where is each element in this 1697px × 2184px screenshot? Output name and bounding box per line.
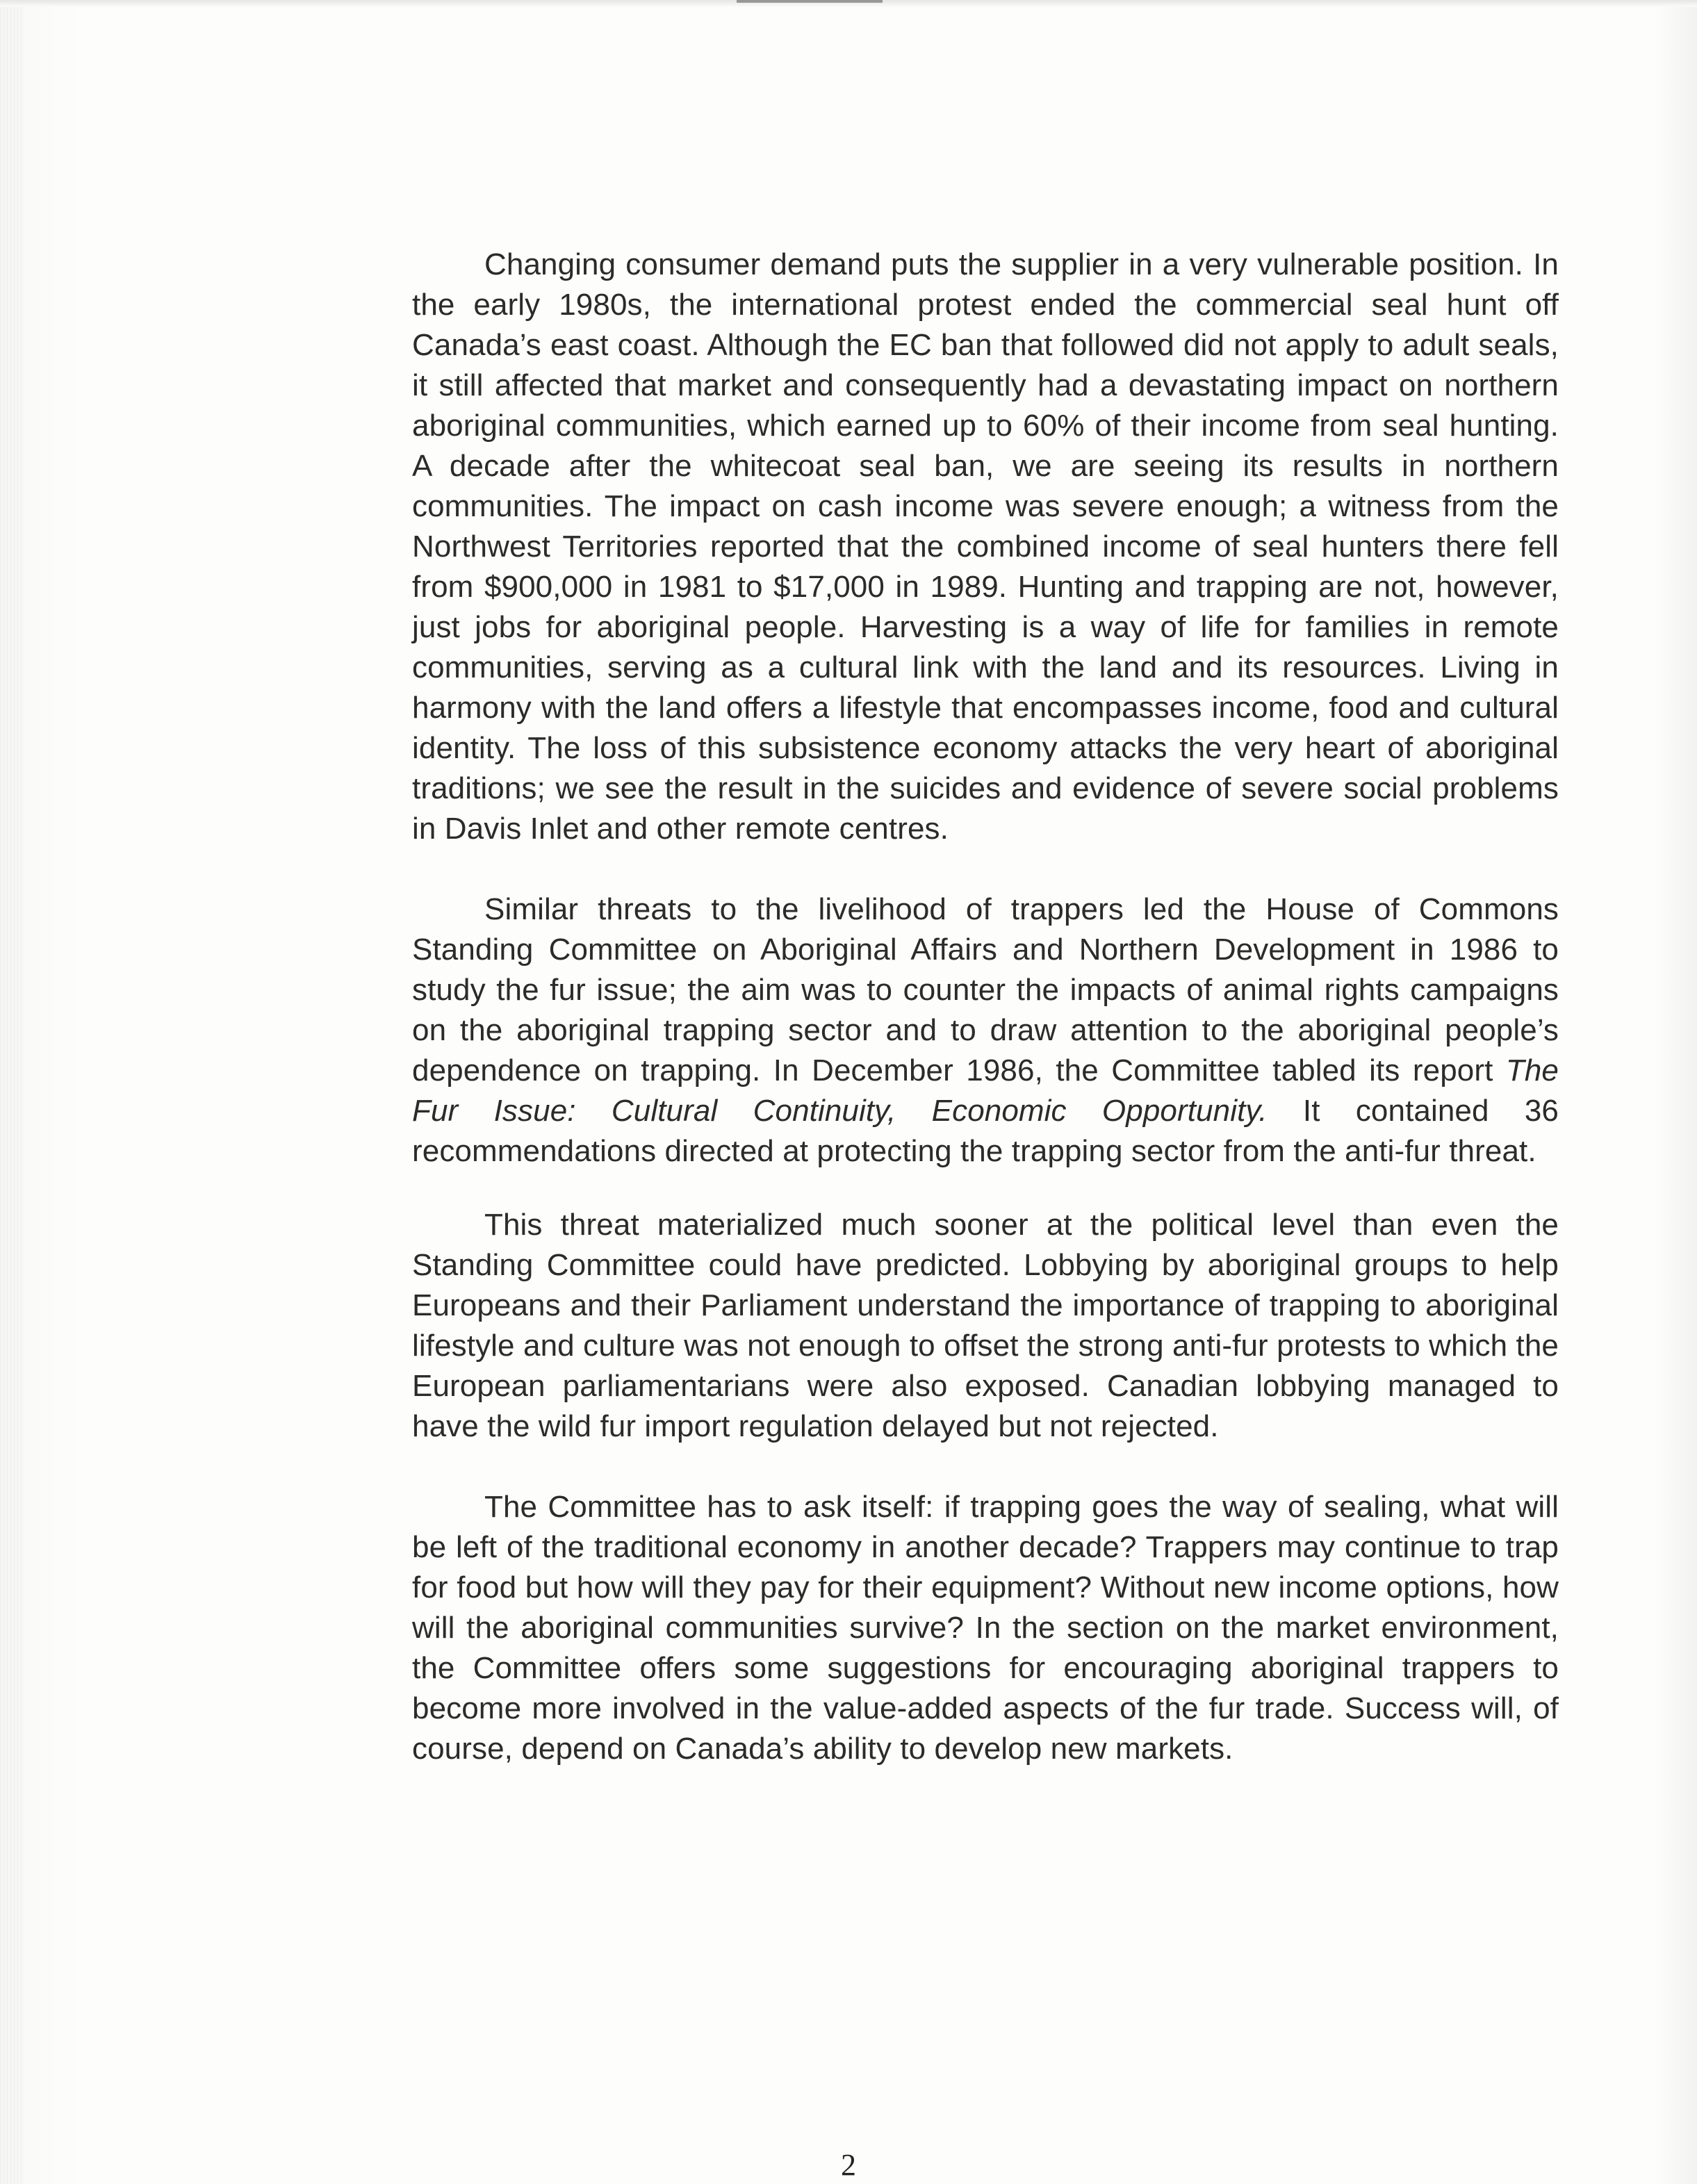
page-edge-stack (0, 0, 22, 2184)
paragraph-standing-committee-before: Similar threats to the livelihood of trappers led the House of Commons Standing Committee on Aboriginal Affairs and Northern Development in 1986 to study the fur issue; the aim was to counter the impacts of animal rights campaigns on the aboriginal trapping sector and to draw attention to the aboriginal people’s dependence on trapping. In December 1986, the Committee tabled its report (412, 892, 1559, 1087)
paragraph-political-threat: This threat materialized much sooner at the political level than even the Standing Committee could have predicted. Lobbying by aboriginal groups to help Europeans and their Parliament understand the importance of trapping to aboriginal lifestyle and culture was not enough to offset the strong anti-fur protests to which the European parliamentarians were also exposed. Canadian lobbying managed to have the wild fur import regulation delayed but not rejected. (412, 1208, 1559, 1443)
paragraph-standing-committee-after: It contained 36 recommendations directed at protecting the trapping sector from the anti-fur threat. (412, 1094, 1559, 1168)
paragraph-committee-question: The Committee has to ask itself: if trapping goes the way of sealing, what will be left of the traditional economy in another decade? Trappers may continue to trap for food but how will they pay for their equipment? Without new income options, how will the aboriginal communities survive? In the section on the market environment, the Committee offers some suggestions for encouraging aboriginal trappers to become more involved in the value-added aspects of the fur trade. Success will, of course, depend on Canada’s ability to develop new markets. (412, 1490, 1559, 1766)
page-number: 2 (841, 2148, 856, 2182)
paragraph-seal-hunt: Changing consumer demand puts the supplier in a very vulnerable position. In the early 1980s, the international protest ended the commercial seal hunt off Canada’s east coast. Although the EC ban that followed did not apply to adult seals, it still affected that market and consequently had a devastating impact on northern aboriginal communities, which earned up to 60% of their income from seal hunting. A decade after the whitecoat seal ban, we are seeing its results in northern communities. The impact on cash income was severe enough; a witness from the Northwest Territories reported that the combined income of seal hunters there fell from $900,000 in 1981 to $17,000 in 1989. Hunting and trapping are not, however, just jobs for aboriginal people. Harvesting is a way of life for families in remote communities, serving as a cultural link with the land and its resources. Living in harmony with the land offers a lifestyle that encompasses income, food and cultural identity. The loss of this subsistence economy attacks the very heart of aboriginal traditions; we see the result in the suicides and evidence of severe social problems in Davis Inlet and other remote centres. (412, 247, 1559, 846)
paragraph-standing-committee (412, 889, 1559, 1172)
body-text (412, 245, 1559, 1769)
binding-mark (737, 0, 883, 3)
report-title: The Fur Issue: Cultural Continuity, Economic Opportunity. (412, 1053, 1559, 1128)
